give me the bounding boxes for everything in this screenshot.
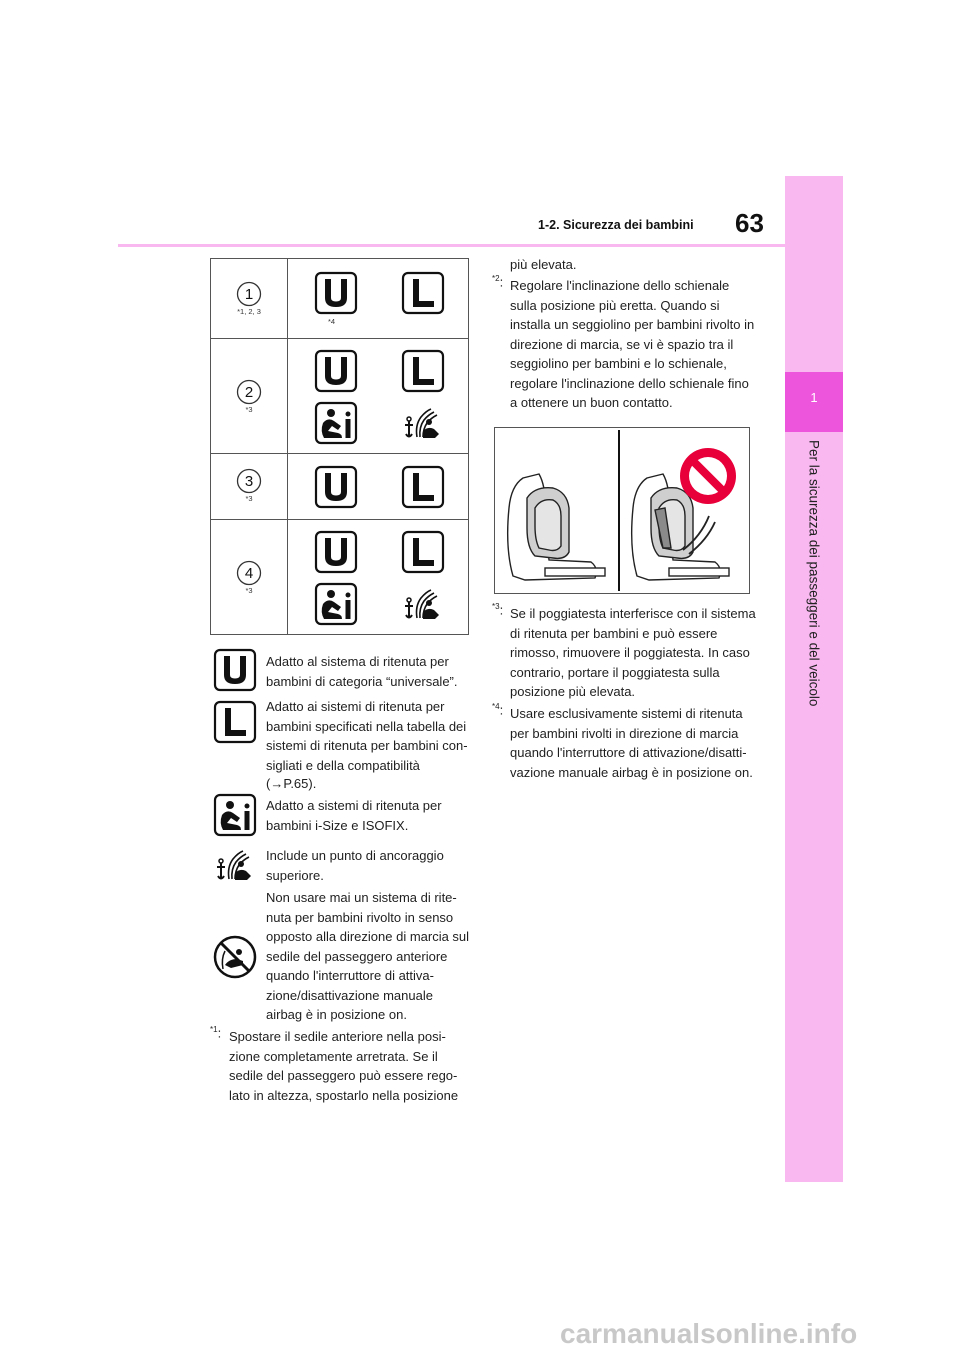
- table-row-number-cell: [211, 259, 288, 339]
- row-note: *1, 2, 3: [237, 307, 261, 316]
- legend-universal-u-icon: [213, 648, 257, 692]
- table-row-symbols: [288, 339, 469, 454]
- legend-isize-text: Adatto a sistemi di ritenuta per bambini i-Size e ISOFIX.: [266, 798, 442, 833]
- footnote-3-text: Se il poggiatesta interferisce con il sistema di ritenuta per bambini e può essere rimosso, rimuovere il poggiatesta. In caso contrario, portare il poggiatesta sulla posizione più elevata.: [510, 606, 756, 699]
- footnote-4-mark: $^{*4}$:: [492, 702, 504, 718]
- table-row-number-cell: [211, 520, 288, 635]
- top-tether-anchor-icon: [401, 401, 445, 445]
- table-row-symbols: [288, 520, 469, 635]
- row-note: *3: [245, 405, 253, 414]
- footnote-1-text: Spostare il sedile anteriore nella posi-zione completamente arretrata. Se il sedile del passeggero può essere rego-lato in altezza, spostarlo nella posizione: [229, 1029, 459, 1103]
- row-number: 2: [244, 384, 254, 401]
- specific-l-icon: [401, 465, 445, 509]
- header-rule: [118, 244, 785, 247]
- footnote-1-mark: $^{*1}$:: [210, 1025, 222, 1041]
- watermark: carmanualsonline.info: [560, 1318, 858, 1349]
- seat-backrest-illustration: [494, 427, 750, 594]
- universal-u-icon: [314, 530, 358, 574]
- row-note: *3: [245, 494, 253, 503]
- legend-isize-isofix-icon: [213, 793, 257, 837]
- seat-comparison-figure: [495, 428, 749, 593]
- specific-l-icon: [401, 271, 445, 315]
- legend-specific-text: Adatto ai sistemi di ritenuta per bambini specificati nella tabella dei sistemi di ritenuta per bambini con-sigliati e della compatibilità: [266, 699, 468, 773]
- prohibition-icon: [680, 448, 736, 504]
- footnote-3-mark: $^{*3}$:: [492, 602, 504, 618]
- legend-never-text: Non usare mai un sistema di rite-nuta per bambini rivolto in senso opposto alla direzione di marcia sul sedile del passeggero anteriore quando l'interruttore di attiva-zione/disattivazione manuale airbag è in posizione on.: [266, 890, 470, 1022]
- legend-no-rear-facing-icon: [213, 935, 257, 979]
- legend-anchor-text: Include un punto di ancoraggio superiore.: [266, 848, 444, 883]
- circled-number-icon: [236, 379, 262, 405]
- chapter-title: Per la sicurezza dei passeggeri e del veicolo: [806, 440, 822, 707]
- circled-number-icon: [236, 281, 262, 307]
- row-number: 4: [244, 565, 254, 582]
- table-row-number-cell: [211, 339, 288, 454]
- seat-compatibility-table: [210, 258, 469, 635]
- legend-top-tether-anchor-icon: [213, 843, 257, 887]
- table-row-symbols: [288, 259, 469, 339]
- isize-isofix-icon: [314, 401, 358, 445]
- specific-l-icon: [401, 530, 445, 574]
- row-number: 1: [244, 286, 254, 303]
- icon-note: *4: [328, 317, 336, 326]
- section-title: 1-2. Sicurezza dei bambini: [538, 218, 694, 232]
- page-number: 63: [735, 208, 764, 238]
- circled-number-icon: [236, 560, 262, 586]
- legend-specific-ref[interactable]: (→P.65).: [266, 776, 317, 791]
- footnote-1-continued: più elevata.: [510, 257, 577, 272]
- table-row-number-cell: [211, 454, 288, 520]
- specific-l-icon: [401, 349, 445, 393]
- footnote-2-mark: $^{*2}$:: [492, 274, 504, 290]
- row-number: 3: [244, 473, 254, 490]
- top-tether-anchor-icon: [401, 582, 445, 626]
- legend-universal-text: Adatto al sistema di ritenuta per bambini di categoria “universale”.: [266, 654, 458, 689]
- footnote-4-text: Usare esclusivamente sistemi di ritenuta per bambini rivolti in direzione di marcia quando l'interruttore di attivazione/disatti-vazione manuale airbag è in posizione on.: [510, 706, 753, 780]
- circled-number-icon: [236, 468, 262, 494]
- legend-specific-l-icon: [213, 700, 257, 744]
- table-row-symbols: [288, 454, 469, 520]
- universal-u-icon: [314, 465, 358, 509]
- row-note: *3: [245, 586, 253, 595]
- universal-u-icon: [314, 271, 358, 315]
- chapter-number: 1: [810, 390, 818, 405]
- footnote-2-text: Regolare l'inclinazione dello schienale sulla posizione più eretta. Quando si installa un seggiolino per bambini rivolto in direzione di marcia, se vi è spazio tra il seggiolino per bambini e lo schienale, regolare l'inclinazione dello schienale fino a ottenere un buon contatto.: [510, 278, 755, 410]
- isize-isofix-icon: [314, 582, 358, 626]
- universal-u-icon: [314, 349, 358, 393]
